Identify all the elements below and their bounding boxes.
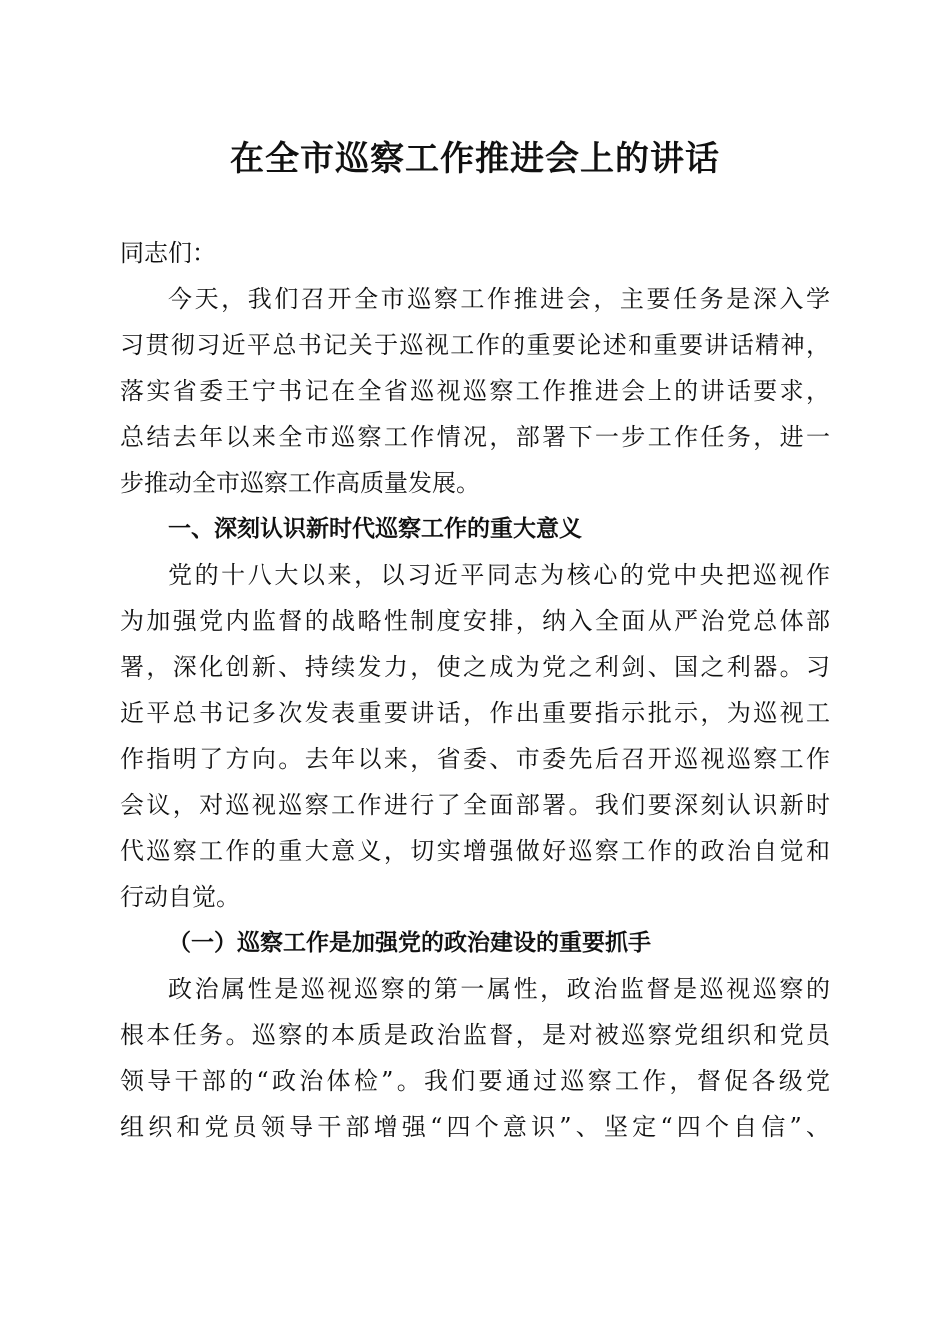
subsection1-line: 领导干部的“政治体检”。我们要通过巡察工作，督促各级党 [120, 1067, 830, 1095]
section1-line: 为加强党内监督的战略性制度安排，纳入全面从严治党总体部 [120, 607, 830, 635]
intro-line: 习贯彻习近平总书记关于巡视工作的重要论述和重要讲话精神， [120, 331, 830, 359]
subsection1-line: 根本任务。巡察的本质是政治监督，是对被巡察党组织和党员 [120, 1021, 830, 1049]
section1-line: 近平总书记多次发表重要讲话，作出重要指示批示，为巡视工 [120, 699, 830, 727]
section1-line: 会议，对巡视巡察工作进行了全面部署。我们要深刻认识新时 [120, 791, 830, 819]
section1-line: 党的十八大以来，以习近平同志为核心的党中央把巡视作 [168, 561, 830, 589]
document-body [120, 230, 830, 1150]
subsection1-line: 组织和党员领导干部增强“四个意识”、坚定“四个自信”、 [120, 1113, 830, 1141]
subsection-heading: （一）巡察工作是加强党的政治建设的重要抓手 [168, 929, 651, 956]
intro-line: 总结去年以来全市巡察工作情况，部署下一步工作任务，进一 [120, 423, 830, 451]
section-heading: 一、深刻认识新时代巡察工作的重大意义 [168, 516, 582, 542]
document-title: 在全市巡察工作推进会上的讲话 [230, 139, 720, 179]
section1-line: 代巡察工作的重大意义，切实增强做好巡察工作的政治自觉和 [120, 837, 830, 865]
section1-line: 行动自觉。 [120, 883, 240, 911]
intro-line: 落实省委王宁书记在全省巡视巡察工作推进会上的讲话要求， [120, 377, 830, 405]
subsection1-line: 政治属性是巡视巡察的第一属性，政治监督是巡视巡察的 [168, 975, 830, 1003]
intro-line: 今天，我们召开全市巡察工作推进会，主要任务是深入学 [168, 285, 830, 313]
intro-line: 步推动全市巡察工作高质量发展。 [120, 469, 480, 497]
section1-line: 作指明了方向。去年以来，省委、市委先后召开巡视巡察工作 [120, 745, 830, 773]
section1-line: 署，深化创新、持续发力，使之成为党之利剑、国之利器。习 [120, 653, 830, 681]
salutation: 同志们： [120, 239, 216, 267]
